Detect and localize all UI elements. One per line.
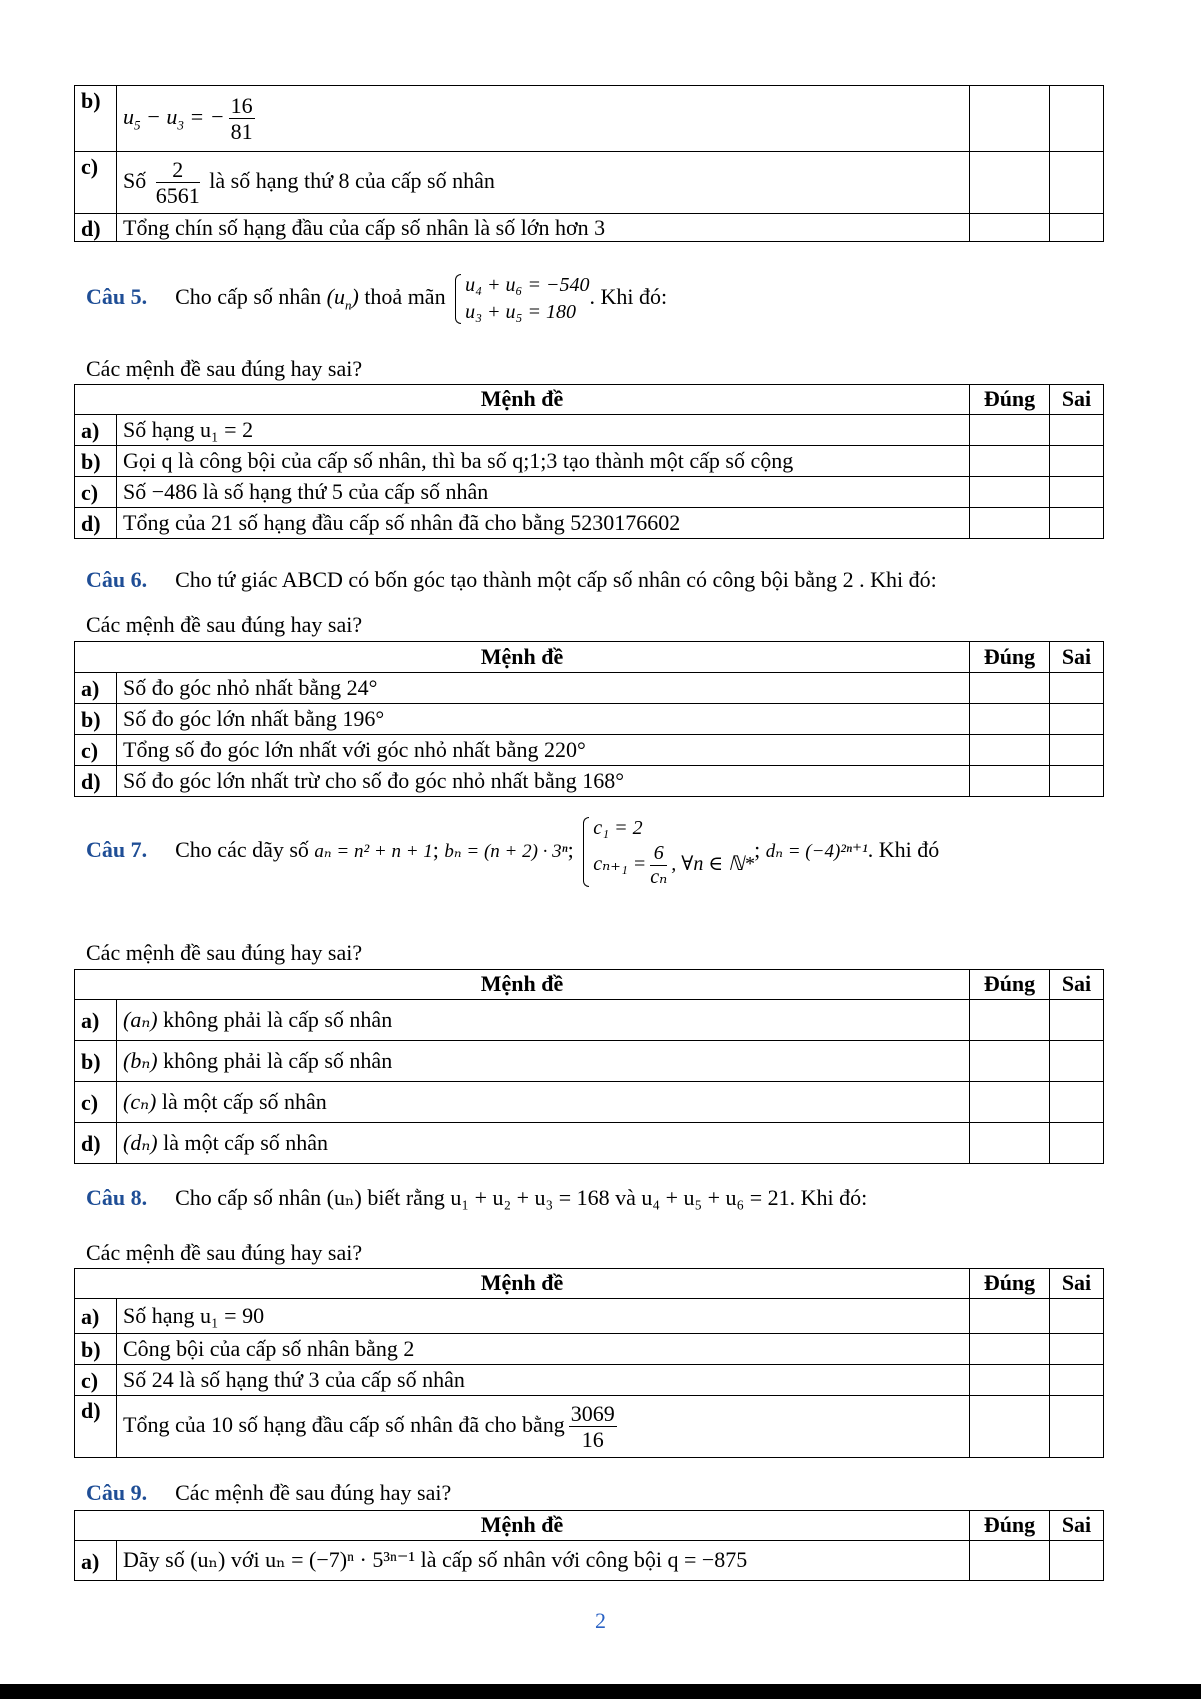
false-cell[interactable] [1050,673,1104,704]
prompt: Các mệnh đề sau đúng hay sai? [86,612,363,637]
false-cell[interactable] [1050,1000,1104,1041]
row-label: d) [75,508,117,539]
row-label: b) [75,86,117,152]
false-cell[interactable] [1050,477,1104,508]
bottom-bar [0,1684,1201,1699]
row-label: a) [75,1299,117,1334]
question-7: Câu 7. Cho các dãy số aₙ = n² + n + 1; bₙ = (n + 2) · 3ⁿ; c₁ = 2 cₙ₊₁ = $\frac{6}{\text{cₙ}}$ , ∀n ∈ ℕ* ; dₙ = (−4)²ⁿ⁺¹. Khi đó [86,817,940,888]
statement-cell: (aₙ) không phải là cấp số nhân [117,1000,970,1041]
true-cell[interactable] [970,735,1050,766]
statement-cell: Tổng chín số hạng đầu của cấp số nhân là số lớn hơn 3 [117,214,970,242]
table-row [75,446,1104,477]
true-cell[interactable] [970,673,1050,704]
false-cell[interactable] [1050,1299,1104,1334]
table-header [75,970,1104,1000]
header-true: Đúng [970,385,1050,415]
table-row [75,415,1104,446]
fraction: $\frac{3069}{16}$ [570,1400,615,1452]
false-cell[interactable] [1050,1082,1104,1123]
true-false-table-q5 [74,384,1104,539]
true-cell[interactable] [970,1396,1050,1458]
table-row [75,673,1104,704]
statement-cell: Tổng số đo góc lớn nhất với góc nhỏ nhất bằng 220° [117,735,970,766]
statement-cell: Số đo góc lớn nhất trừ cho số đo góc nhỏ nhất bằng 168° [117,766,970,797]
table-row [75,766,1104,797]
false-cell[interactable] [1050,735,1104,766]
statement-cell: Số $\frac{2}{6561}$ là số hạng thứ 8 của cấp số nhân [117,152,970,214]
row-label: b) [75,1041,117,1082]
table-row [75,1123,1104,1164]
header-true: Đúng [970,642,1050,673]
statement-cell: Số 24 là số hạng thứ 3 của cấp số nhân [117,1365,970,1396]
false-cell[interactable] [1050,152,1104,214]
row-label: c) [75,152,117,214]
row-label: b) [75,446,117,477]
true-cell[interactable] [970,766,1050,797]
table-row [75,477,1104,508]
false-cell[interactable] [1050,446,1104,477]
header-false: Sai [1050,642,1104,673]
false-cell[interactable] [1050,1041,1104,1082]
statement-cell: (bₙ) không phải là cấp số nhân [117,1041,970,1082]
fraction: $\frac{2}{6561}$ [155,156,200,208]
statement-cell: Gọi q là công bội của cấp số nhân, thì ba số q;1;3 tạo thành một cấp số cộng [117,446,970,477]
statement-cell: (dₙ) là một cấp số nhân [117,1123,970,1164]
header-true: Đúng [970,970,1050,1000]
true-false-table-q6 [74,641,1104,797]
header-statement: Mệnh đề [75,642,970,673]
row-label: c) [75,1365,117,1396]
false-cell[interactable] [1050,1334,1104,1365]
false-cell[interactable] [1050,1396,1104,1458]
row-label: b) [75,704,117,735]
false-cell[interactable] [1050,1365,1104,1396]
false-cell[interactable] [1050,704,1104,735]
table-row [75,1000,1104,1041]
header-false: Sai [1050,1511,1104,1541]
question-6: Câu 6. Cho tứ giác ABCD có bốn góc tạo thành một cấp số nhân có công bội bằng 2 . Khi đó: [86,567,937,592]
table-header [75,385,1104,415]
false-cell[interactable] [1050,214,1104,242]
true-cell[interactable] [970,415,1050,446]
false-cell[interactable] [1050,766,1104,797]
false-cell[interactable] [1050,1123,1104,1164]
equation-system: u₄ + u₆ = −540 u₃ + u₅ = 180 [451,272,589,326]
row-label: d) [75,1123,117,1164]
true-cell[interactable] [970,1000,1050,1041]
question-8: Câu 8. Cho cấp số nhân (uₙ) biết rằng u₁ + u₂ + u₃ = 168 và u₄ + u₅ + u₆ = 21. Khi đó: [86,1185,868,1210]
question-number: Câu 7. [86,837,148,863]
statement-cell: Tổng của 21 số hạng đầu cấp số nhân đã cho bằng 5230176602 [117,508,970,539]
false-cell[interactable] [1050,415,1104,446]
table-row [75,508,1104,539]
table-row [75,86,1104,152]
row-label: a) [75,1541,117,1581]
prompt: Các mệnh đề sau đúng hay sai? [86,940,363,965]
header-false: Sai [1050,970,1104,1000]
header-statement: Mệnh đề [75,970,970,1000]
true-false-table-q9 [74,1510,1104,1581]
header-statement: Mệnh đề [75,1269,970,1299]
statement-cell: (cₙ) là một cấp số nhân [117,1082,970,1123]
header-true: Đúng [970,1269,1050,1299]
header-statement: Mệnh đề [75,1511,970,1541]
row-label: b) [75,1334,117,1365]
row-label: d) [75,766,117,797]
statement-cell: Số hạng u₁ = 90 [117,1299,970,1334]
table-row [75,1365,1104,1396]
table-row [75,1396,1104,1458]
row-label: d) [75,214,117,242]
question-number: Câu 9. [86,1480,148,1505]
row-label: a) [75,673,117,704]
true-cell[interactable] [970,704,1050,735]
question-5: Câu 5. Cho cấp số nhân $(u_n)$ thoả mãn u₄ + u₆ = −540 u₃ + u₅ = 180 . Khi đó: [86,272,667,326]
row-label: d) [75,1396,117,1458]
table-row [75,735,1104,766]
fraction: $\frac{16}{81}$ [230,92,253,144]
row-label: c) [75,1082,117,1123]
header-false: Sai [1050,385,1104,415]
true-cell[interactable] [970,1541,1050,1581]
table-row [75,704,1104,735]
statement-cell: Công bội của cấp số nhân bằng 2 [117,1334,970,1365]
true-cell[interactable] [970,1123,1050,1164]
true-cell[interactable] [970,1365,1050,1396]
false-cell[interactable] [1050,508,1104,539]
statement-cell: Số đo góc nhỏ nhất bằng 24° [117,673,970,704]
true-cell[interactable] [970,1299,1050,1334]
statement-cell: Số −486 là số hạng thứ 5 của cấp số nhân [117,477,970,508]
table-header [75,642,1104,673]
true-false-table-q4 [74,85,1104,242]
header-true: Đúng [970,1511,1050,1541]
question-number: Câu 5. [86,284,148,310]
false-cell[interactable] [1050,1541,1104,1581]
row-label: c) [75,477,117,508]
true-false-table-q7 [74,969,1104,1164]
true-cell[interactable] [970,508,1050,539]
page-number: 2 [595,1608,606,1633]
prompt: Các mệnh đề sau đúng hay sai? [86,356,363,381]
question-number: Câu 6. [86,567,148,592]
table-row [75,214,1104,242]
table-row [75,152,1104,214]
question-number: Câu 8. [86,1185,148,1210]
equation-system: c₁ = 2 cₙ₊₁ = $\frac{6}{\text{cₙ}}$ , ∀n ∈ ℕ* [579,815,754,889]
statement-cell: Dãy số (uₙ) với uₙ = (−7)ⁿ · 5³ⁿ⁻¹ là cấp số nhân với công bội q = −875 [117,1541,970,1581]
table-header [75,1269,1104,1299]
true-cell[interactable] [970,214,1050,242]
header-statement: Mệnh đề [75,385,970,415]
table-row [75,1041,1104,1082]
table-row [75,1299,1104,1334]
true-cell[interactable] [970,477,1050,508]
header-false: Sai [1050,1269,1104,1299]
true-cell[interactable] [970,1334,1050,1365]
statement-cell: Số hạng u₁ = 2 [117,415,970,446]
table-header [75,1511,1104,1541]
statement-cell: $u_5 - u_3$ = − $\frac{16}{81}$ [117,86,970,152]
table-row [75,1082,1104,1123]
prompt: Các mệnh đề sau đúng hay sai? [86,1240,363,1265]
row-label: a) [75,1000,117,1041]
table-row [75,1334,1104,1365]
row-label: c) [75,735,117,766]
true-cell[interactable] [970,446,1050,477]
row-label: a) [75,415,117,446]
true-cell[interactable] [970,152,1050,214]
true-cell[interactable] [970,86,1050,152]
true-false-table-q8 [74,1268,1104,1458]
false-cell[interactable] [1050,86,1104,152]
statement-cell: Tổng của 10 số hạng đầu cấp số nhân đã cho bằng $\frac{3069}{16}$ [117,1396,970,1458]
true-cell[interactable] [970,1082,1050,1123]
true-cell[interactable] [970,1041,1050,1082]
question-9: Câu 9. Các mệnh đề sau đúng hay sai? [86,1480,452,1505]
table-row [75,1541,1104,1581]
statement-cell: Số đo góc lớn nhất bằng 196° [117,704,970,735]
